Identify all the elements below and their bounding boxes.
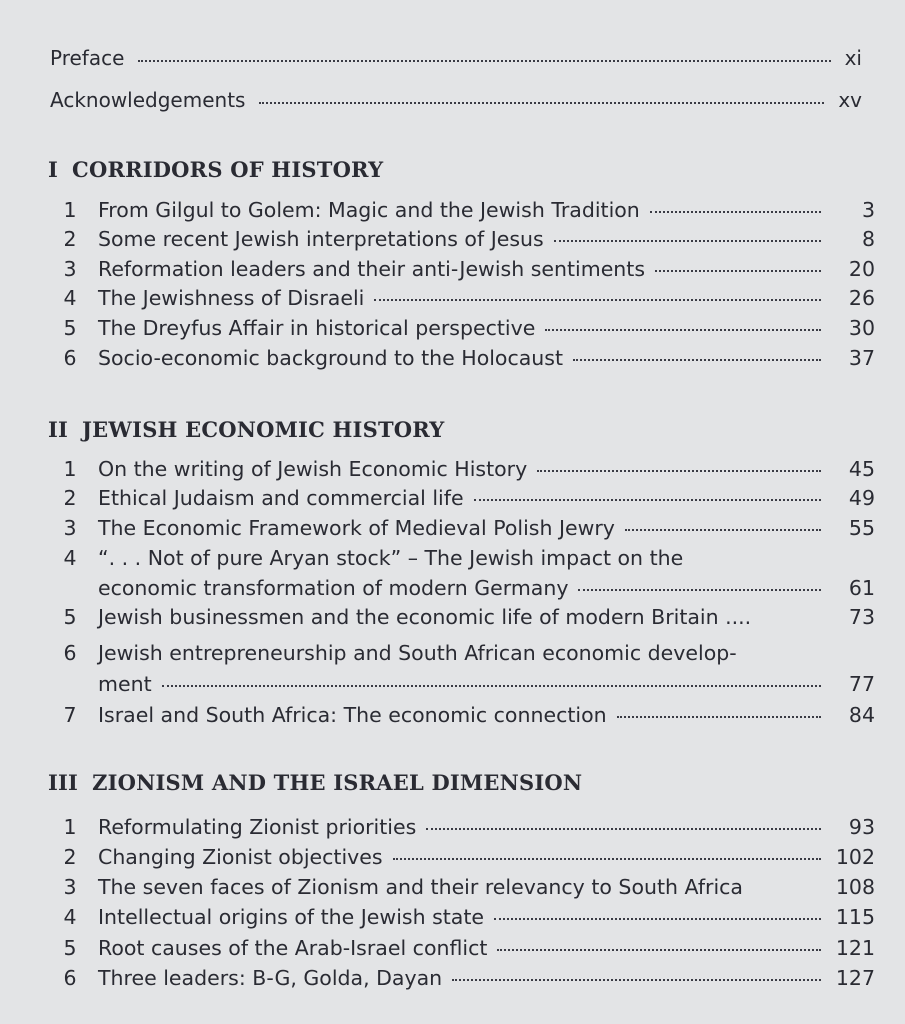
dot-leader: [554, 240, 821, 242]
entry-number: 5: [63, 936, 77, 960]
entry-page: 8: [861, 227, 875, 251]
entry-page: 55: [848, 516, 875, 540]
entry-page: 127: [835, 966, 875, 990]
entry-number: 4: [63, 546, 77, 570]
entry-page: 26: [848, 286, 875, 310]
entry-number: 4: [63, 286, 77, 310]
entry-title: The seven faces of Zionism and their relevancy to South Africa: [98, 875, 743, 899]
entry-number: 3: [63, 516, 77, 540]
part-heading: [48, 157, 383, 182]
entry-title: On the writing of Jewish Economic History: [98, 457, 528, 481]
entry-number: 6: [63, 346, 77, 370]
dot-leader: [650, 211, 821, 213]
entry-page: 73: [848, 605, 875, 629]
entry-title: The Economic Framework of Medieval Polish Jewry: [98, 516, 615, 540]
entry-number: 1: [63, 457, 77, 481]
entry-number: 2: [63, 486, 77, 510]
entry-number: 5: [63, 316, 77, 340]
entry-number: 5: [63, 605, 77, 629]
entry-title-line1: Jewish entrepreneurship and South African economic develop-: [98, 641, 737, 665]
part-title: ZIONISM AND THE ISRAEL DIMENSION: [92, 770, 583, 795]
entry-number: 1: [63, 815, 77, 839]
dot-leader: [573, 359, 821, 361]
entry-title: Reformulating Zionist priorities: [98, 815, 417, 839]
toc-label: Acknowledgements: [50, 88, 246, 112]
entry-title: Jewish businessmen and the economic life of modern Britain ....: [98, 605, 752, 629]
toc-label: Preface: [50, 46, 125, 70]
toc-page-number: xv: [838, 88, 862, 112]
entry-title-line1: “. . . Not of pure Aryan stock” – The Jewish impact on the: [98, 546, 684, 570]
entry-number: 6: [63, 641, 77, 665]
part-heading: [48, 770, 582, 795]
entry-title: Reformation leaders and their anti-Jewish sentiments: [98, 257, 646, 281]
entry-page: 20: [848, 257, 875, 281]
entry-title: From Gilgul to Golem: Magic and the Jewish Tradition: [98, 198, 640, 222]
entry-title: Root causes of the Arab-Israel conflict: [98, 936, 488, 960]
entry-title: Intellectual origins of the Jewish state: [98, 905, 485, 929]
entry-number: 3: [63, 257, 77, 281]
dot-leader: [655, 270, 821, 272]
entry-title: Three leaders: B-G, Golda, Dayan: [98, 966, 443, 990]
entry-page: 108: [835, 875, 875, 899]
entry-number: 2: [63, 227, 77, 251]
entry-number: 6: [63, 966, 77, 990]
dot-leader: [537, 470, 821, 472]
entry-title: Socio-economic background to the Holocaust: [98, 346, 564, 370]
entry-page: 84: [848, 703, 875, 727]
entry-page: 93: [848, 815, 875, 839]
part-number: II: [48, 417, 69, 442]
toc-page-number: xi: [844, 46, 862, 70]
dot-leader: [474, 499, 821, 501]
dot-leader: [452, 979, 821, 981]
entry-title: The Dreyfus Affair in historical perspective: [98, 316, 536, 340]
part-title: CORRIDORS OF HISTORY: [72, 157, 384, 182]
entry-page: 115: [835, 905, 875, 929]
part-heading: [48, 417, 444, 442]
part-title: JEWISH ECONOMIC HISTORY: [82, 417, 445, 442]
entry-title: Israel and South Africa: The economic connection: [98, 703, 607, 727]
part-number: I: [48, 157, 59, 182]
dot-leader: [625, 529, 821, 531]
entry-title: Some recent Jewish interpretations of Jesus: [98, 227, 544, 251]
dot-leader: [138, 60, 830, 62]
entry-page: 3: [861, 198, 875, 222]
entry-number: 1: [63, 198, 77, 222]
dot-leader: [374, 299, 821, 301]
entry-title-line2: ment: [98, 672, 152, 696]
entry-page: 77: [848, 672, 875, 696]
dot-leader: [259, 102, 824, 104]
entry-number: 7: [63, 703, 77, 727]
dot-leader: [578, 589, 821, 591]
toc-acknowledgements[interactable]: [50, 88, 862, 112]
entry-number: 4: [63, 905, 77, 929]
dot-leader: [393, 858, 821, 860]
dot-leader: [497, 949, 821, 951]
dot-leader: [617, 716, 821, 718]
entry-page: 61: [848, 576, 875, 600]
dot-leader: [162, 685, 821, 687]
entry-page: 30: [848, 316, 875, 340]
entry-page: 49: [848, 486, 875, 510]
dot-leader: [426, 828, 821, 830]
entry-title: Changing Zionist objectives: [98, 845, 383, 869]
toc-preface[interactable]: [50, 46, 862, 70]
entry-page: 102: [835, 845, 875, 869]
entry-title: The Jewishness of Disraeli: [98, 286, 365, 310]
part-number: III: [48, 770, 79, 795]
dot-leader: [545, 329, 821, 331]
entry-title-line2: economic transformation of modern Germany: [98, 576, 569, 600]
entry-page: 37: [848, 346, 875, 370]
entry-title: Ethical Judaism and commercial life: [98, 486, 464, 510]
entry-page: 45: [848, 457, 875, 481]
entry-page: 121: [835, 936, 875, 960]
dot-leader: [494, 918, 821, 920]
entry-number: 3: [63, 875, 77, 899]
entry-number: 2: [63, 845, 77, 869]
